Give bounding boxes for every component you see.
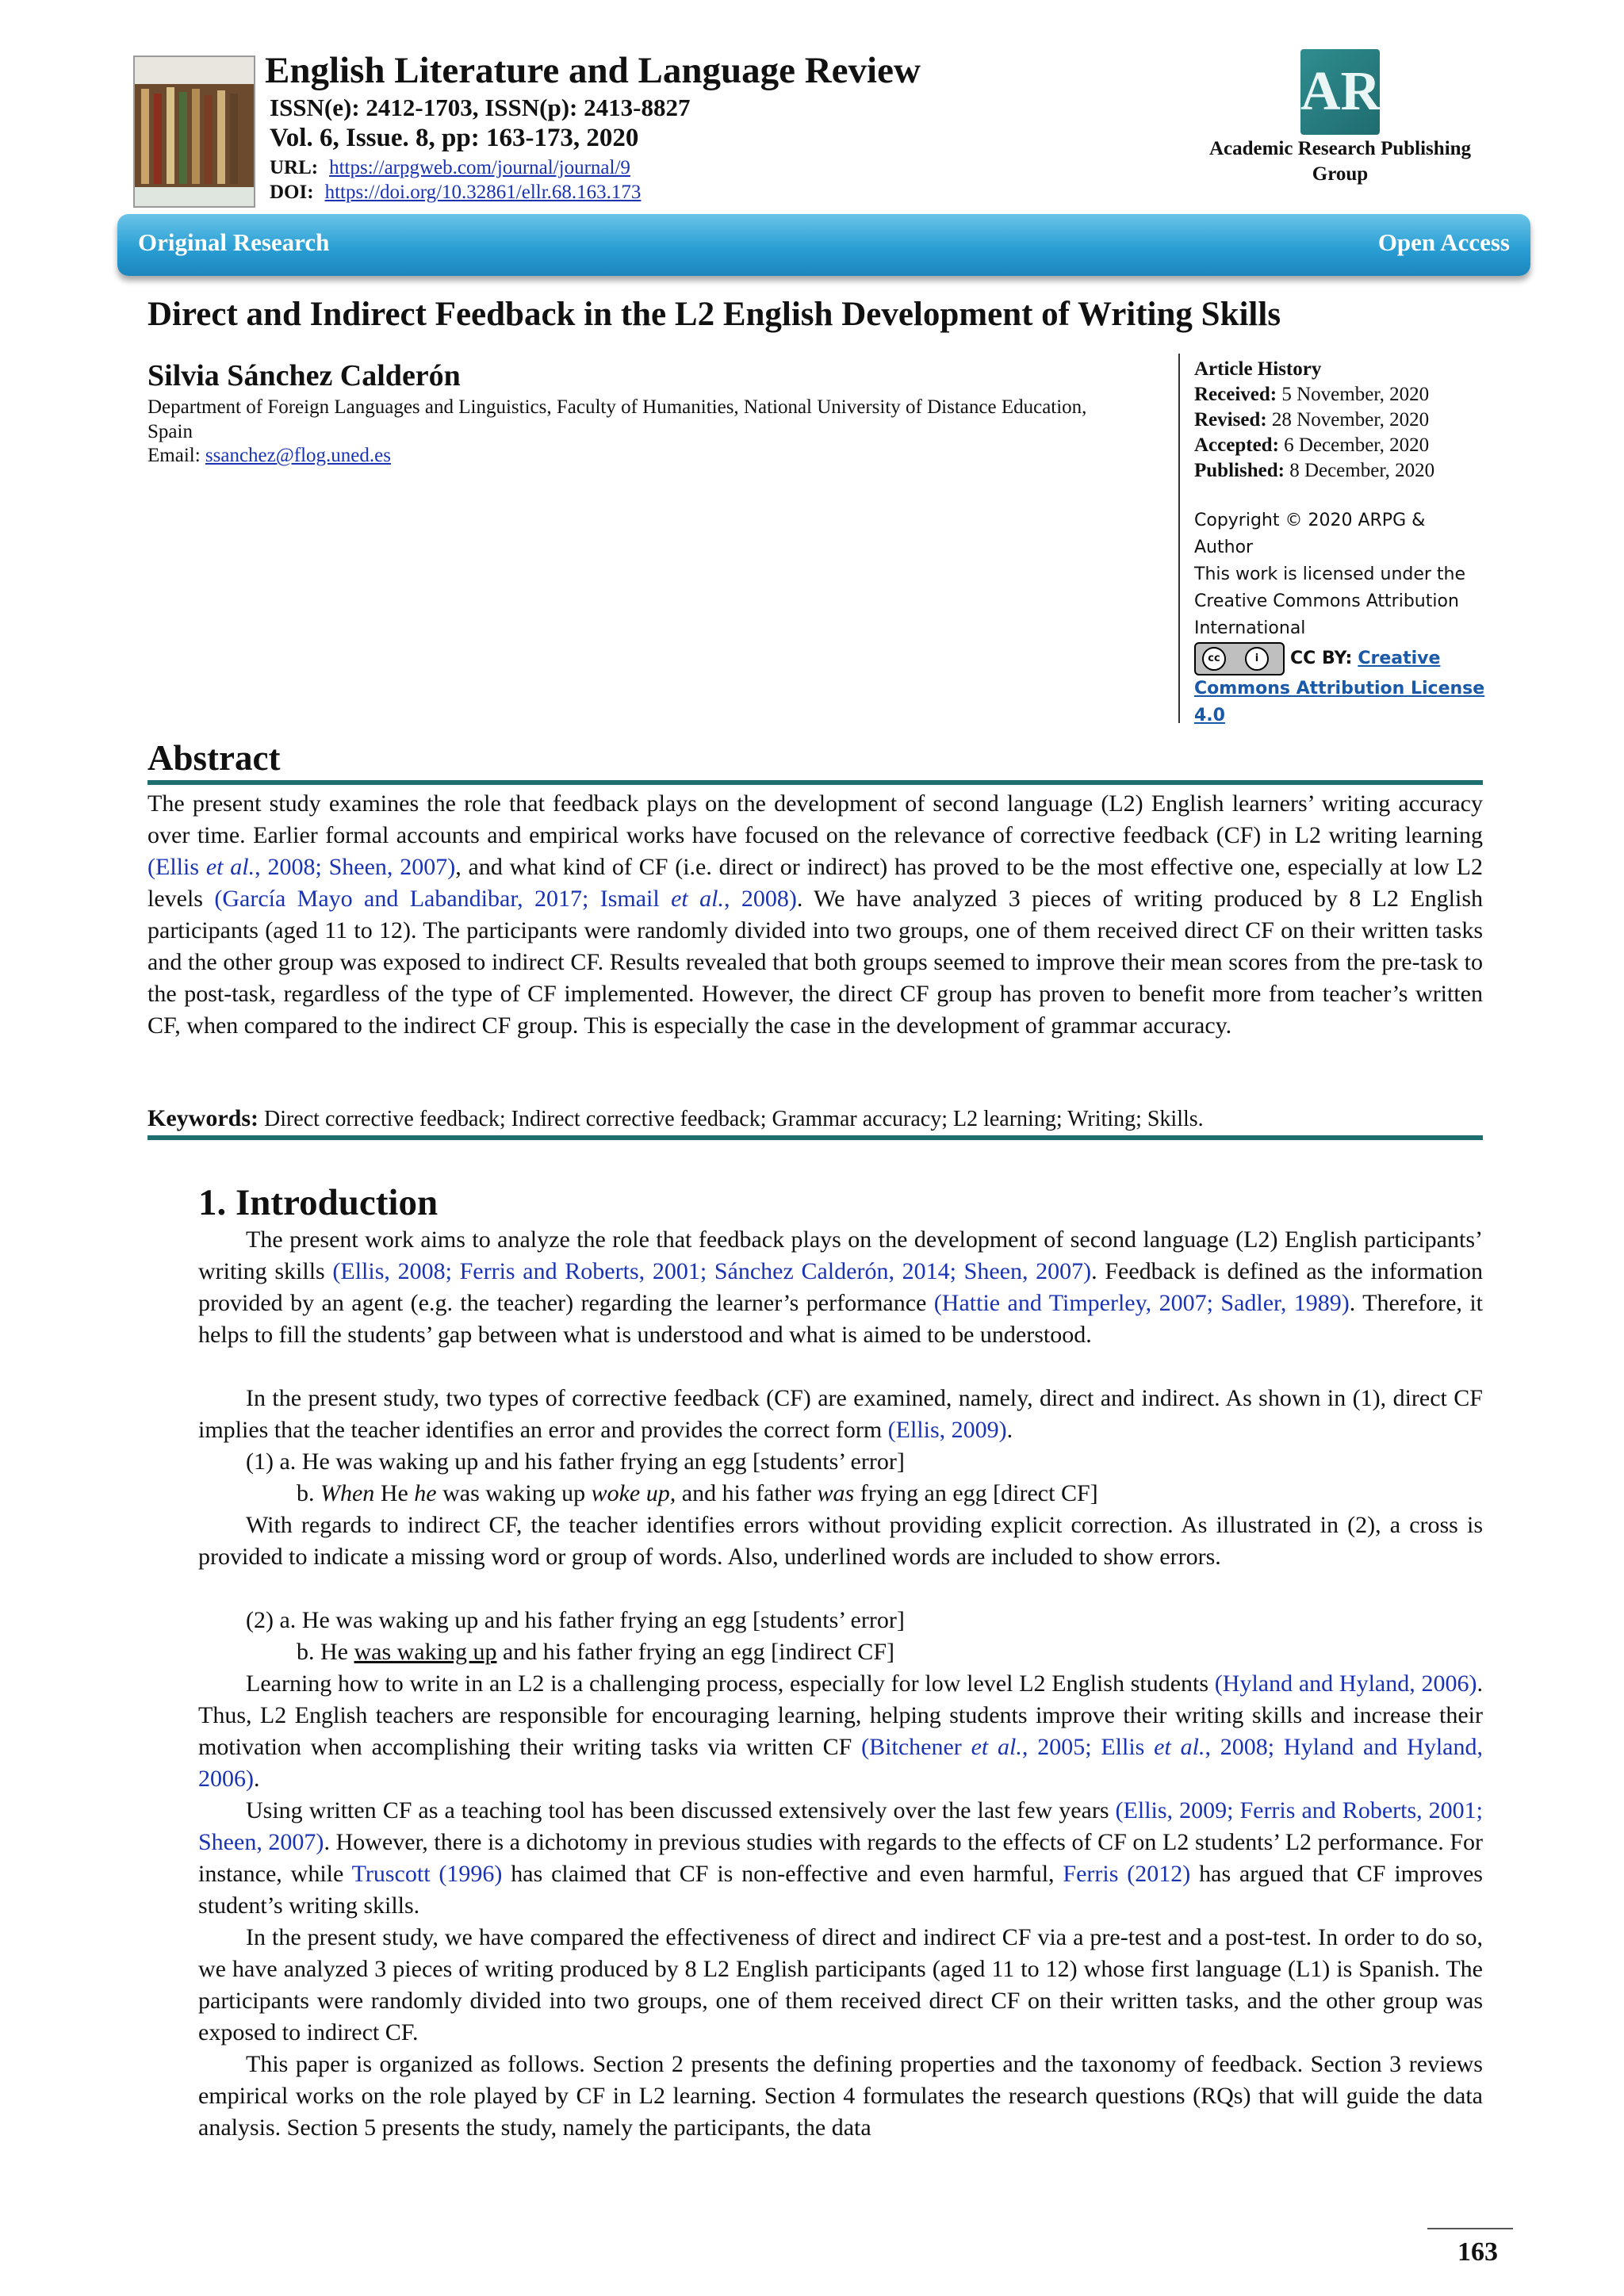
abstract-top-rule <box>147 780 1483 785</box>
publisher-name: Academic Research Publishing Group <box>1208 138 1472 185</box>
journal-title: English Literature and Language Review <box>265 50 921 91</box>
sidebar-divider <box>1178 354 1180 723</box>
intro-heading: 1. Introduction <box>198 1182 439 1223</box>
journal-doi-row <box>270 182 641 204</box>
example-1a: (1) a. He was waking up and his father frying an egg [students’ error] <box>246 1448 905 1475</box>
author-name: Silvia Sánchez Calderón <box>147 359 461 392</box>
journal-url-link[interactable]: https://arpgweb.com/journal/journal/9 <box>329 157 630 178</box>
intro-paragraph-7: This paper is organized as follows. Section 2 presents the defining properties and the taxonomy of feedback. Section 3 reviews empirical works on the role played by CF in L2 learning. Section 4 formulates the research questions (RQs) that will guide the data analysis. Section 5 presents the study, namely the participants, the data <box>198 2051 1483 2141</box>
intro-paragraph-2: In the present study, two types of corrective feedback (CF) are examined, namely, direct and indirect. As shown in (1), direct CF implies that the teacher identifies an error and provides the correct form (Ellis, 2009). <box>198 1385 1483 1443</box>
example-2b: b. He was waking up and his father frying an egg [indirect CF] <box>297 1639 894 1665</box>
abstract-body: The present study examines the role that feedback plays on the development of second language (L2) English learners’ writing accuracy over time. Earlier formal accounts and empirical works have focused on the relevance of corrective feedback (CF) in L2 writing learning (Ellis et al., 2008; Sheen, 2007), and what kind of CF (i.e. direct or indirect) has proved to be the most effective one, especially at low L2 levels (García Mayo and Labandibar, 2017; Ismail et al., 2008). We have analyzed 3 pieces of writing produced by 8 L2 English participants (aged 11 to 12). The participants were randomly divided into two groups, one of them received direct CF on their written tasks and the other group was exposed to indirect CF. Results revealed that both groups seemed to improve their mean scores from the pre-task to the post-task, regardless of the type of CF implemented. However, the direct CF group has proven to benefit more from teacher’s written CF, when compared to the indirect CF group. This is especially the case in the development of grammar accuracy. <box>147 790 1483 1039</box>
history-revised: Revised: 28 November, 2020 <box>1194 409 1430 430</box>
article-history-heading: Article History <box>1194 358 1322 380</box>
history-published: Published: 8 December, 2020 <box>1194 460 1435 481</box>
journal-issn: ISSN(e): 2412-1703, ISSN(p): 2413-8827 <box>270 94 691 121</box>
cc-license-link-3[interactable]: 4.0 <box>1194 706 1225 725</box>
journal-cover-image <box>133 55 255 208</box>
page-number-rule <box>1427 2228 1513 2229</box>
intro-paragraph-3: With regards to indirect CF, the teacher identifies errors without providing explicit correction. As illustrated in (2), a cross is provided to indicate a missing word or group of words. Also, underlined words are included to show errors. <box>198 1512 1483 1570</box>
journal-url-row <box>270 157 630 179</box>
intro-paragraph-6: In the present study, we have compared the effectiveness of direct and indirect CF via a pre-test and a post-test. In order to do so, we have analyzed 3 pieces of writing produced by 8 L2 English participants (aged 11 to 12) whose first language (L1) is Spanish. The participants were randomly divided into two groups, one of them received direct CF on their written tasks, and the other group was exposed to indirect CF. <box>198 1924 1483 2045</box>
article-title: Direct and Indirect Feedback in the L2 English Development of Writing Skills <box>147 296 1281 333</box>
author-email-link[interactable]: ssanchez@flog.uned.es <box>205 445 391 466</box>
copyright-notice: Copyright © 2020 ARPG & Author This work is licensed under the Creative Commons Attribution International cc i CC BY: Creative Commons Attribution License 4.0 <box>1194 511 1485 725</box>
intro-paragraph-1: The present work aims to analyze the role that feedback plays on the development of second language (L2) English participants’ writing skills (Ellis, 2008; Ferris and Roberts, 2001; Sánchez Calderón, 2014; Sheen, 2007). Feedback is defined as the information provided by an agent (e.g. the teacher) regarding the learner’s performance (Hattie and Timperley, 2007; Sadler, 1989). Therefore, it helps to fill the students’ gap between what is understood and what is aimed to be understood. <box>198 1226 1483 1348</box>
journal-volume: Vol. 6, Issue. 8, pp: 163-173, 2020 <box>270 124 639 152</box>
publisher-logo-icon: AR <box>1300 49 1380 135</box>
author-email-row: Email: ssanchez@flog.uned.es <box>147 445 391 466</box>
url-label: URL: <box>270 157 319 178</box>
history-accepted: Accepted: 6 December, 2020 <box>1194 434 1430 456</box>
abstract-heading: Abstract <box>147 738 281 778</box>
example-2a: (2) a. He was waking up and his father frying an egg [students’ error] <box>246 1607 905 1633</box>
intro-paragraph-4: Learning how to write in an L2 is a challenging process, especially for low level L2 English students (Hyland and Hyland, 2006). Thus, L2 English teachers are responsible for encouraging learning, helping students improve their writing skills and increase their motivation when accomplishing their writing tasks via written CF (Bitchener et al., 2005; Ellis et al., 2008; Hyland and Hyland, 2006). <box>198 1670 1483 1792</box>
doi-label: DOI: <box>270 182 314 203</box>
cc-license-link-2[interactable]: Commons Attribution License <box>1194 679 1485 698</box>
doi-link[interactable]: https://doi.org/10.32861/ellr.68.163.173 <box>324 182 642 203</box>
history-received: Received: 5 November, 2020 <box>1194 384 1430 405</box>
abstract-bottom-rule <box>147 1135 1483 1140</box>
original-research-label: Original Research <box>138 228 330 256</box>
cc-license-icon[interactable]: cc i <box>1194 642 1285 675</box>
keywords-row: Keywords: Direct corrective feedback; Indirect corrective feedback; Grammar accuracy; L2 learning; Writing; Skills. <box>147 1105 1204 1131</box>
intro-paragraph-5: Using written CF as a teaching tool has been discussed extensively over the last few years (Ellis, 2009; Ferris and Roberts, 2001; Sheen, 2007). However, there is a dichotomy in previous studies with regards to the effects of CF on L2 students’ L2 performance. For instance, while Truscott (1996) has claimed that CF is non-effective and even harmful, Ferris (2012) has argued that CF improves student’s writing skills. <box>198 1797 1484 1919</box>
page-number: 163 <box>1457 2237 1498 2267</box>
article-type-banner <box>117 214 1530 276</box>
cc-license-link-1[interactable]: Creative <box>1358 649 1441 668</box>
example-1b: b. When He he was waking up woke up, and his father was frying an egg [direct CF] <box>297 1480 1098 1506</box>
author-affiliation: Department of Foreign Languages and Linguistics, Faculty of Humanities, National University of Distance Education, Spain <box>147 396 1087 442</box>
open-access-label: Open Access <box>1377 228 1510 256</box>
